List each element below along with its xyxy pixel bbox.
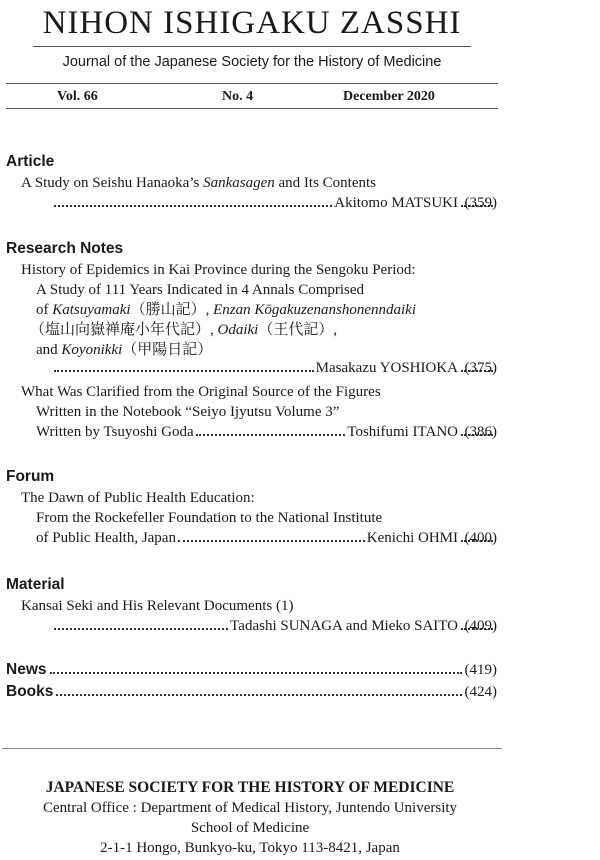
rn2-title-line3: Written by Tsuyoshi Goda	[36, 424, 194, 440]
section-heading-books: Books	[6, 683, 54, 700]
article-title-prefix: A Study on Seishu Hanaoka’s	[21, 175, 204, 191]
toc-entry-rn1	[52, 358, 496, 378]
rn1-line3-a: of	[36, 302, 53, 318]
rn1-line3-d: Enzan Kōgakuzenanshonenndaiki	[213, 302, 416, 318]
dot-leader	[54, 205, 332, 207]
section-heading-material: Material	[6, 576, 65, 593]
rn1-title-line5	[36, 340, 212, 360]
toc-entry-forum	[36, 528, 496, 548]
office-line1: Central Office : Department of Medical History, Juntendo University	[42, 800, 458, 816]
rn2-page: (386)	[464, 424, 497, 440]
rn1-title-line3	[36, 300, 416, 320]
title-rule	[33, 46, 471, 47]
dot-leader	[178, 540, 365, 542]
forum-title-line1: The Dawn of Public Health Education:	[21, 490, 255, 506]
society-name: JAPANESE SOCIETY FOR THE HISTORY OF MEDICINE	[45, 779, 455, 796]
issue-date: December 2020	[343, 89, 435, 104]
dot-leader	[56, 694, 461, 696]
article-title	[21, 173, 376, 193]
dot-leader	[196, 434, 346, 436]
forum-title-line3: of Public Health, Japan	[36, 530, 176, 546]
forum-title-line2: From the Rockefeller Foundation to the National Institute	[36, 510, 383, 526]
section-heading-article: Article	[6, 153, 55, 170]
issue-number: No. 4	[222, 89, 254, 104]
journal-title: NIHON ISHIGAKU ZASSHI	[42, 5, 462, 41]
article-author: Akitomo MATSUKI	[334, 195, 458, 211]
toc-entry-material	[52, 616, 496, 636]
material-page: (409)	[464, 618, 497, 634]
toc-entry-books	[6, 683, 497, 701]
material-author: Tadashi SUNAGA and Mieko SAITO	[230, 618, 458, 634]
rn2-title-line2: Written in the Notebook “Seiyo Ijyutsu Volume 3”	[36, 404, 340, 420]
issue-volume: Vol. 66	[57, 89, 98, 104]
books-page: (424)	[464, 684, 497, 700]
toc-entry-rn2	[36, 422, 496, 442]
rn2-title-line1: What Was Clarified from the Original Source of the Figures	[21, 384, 381, 400]
issue-rule-top	[6, 83, 498, 84]
rn1-line3-b: Katsuyamaki	[52, 302, 131, 318]
dot-leader	[50, 672, 462, 674]
rn1-page: (375)	[464, 360, 497, 376]
dot-leader	[54, 370, 314, 372]
rn1-title-line4	[30, 320, 337, 340]
rn1-title-line1: History of Epidemics in Kai Province during the Sengoku Period:	[21, 262, 416, 278]
rn1-line5-c: （甲陽日記）	[122, 342, 213, 358]
article-page: (359)	[464, 195, 497, 211]
article-title-suffix: and Its Contents	[274, 175, 376, 191]
article-title-italic: Sankasagen	[203, 175, 275, 191]
section-heading-forum: Forum	[6, 468, 55, 485]
rn2-author: Toshifumi ITANO	[347, 424, 458, 440]
section-heading-research-notes: Research Notes	[6, 240, 124, 257]
news-page: (419)	[464, 662, 497, 678]
rn1-line3-c: （勝山記）,	[130, 302, 214, 318]
toc-entry-news	[6, 661, 497, 679]
rn1-title-line2: A Study of 111 Years Indicated in 4 Annals Comprised	[36, 282, 365, 298]
dot-leader	[54, 628, 228, 630]
forum-page: (400)	[464, 530, 497, 546]
material-title: Kansai Seki and His Relevant Documents (1)	[21, 598, 294, 614]
rn1-line5-a: and	[36, 342, 62, 358]
office-line2: School of Medicine	[190, 820, 310, 836]
footer-rule	[2, 748, 502, 749]
rn1-line4-b: Odaiki	[217, 322, 259, 338]
rn1-line4-a: （塩山向嶽禅庵小年代記）,	[30, 322, 218, 338]
rn1-author: Masakazu YOSHIOKA	[315, 360, 458, 376]
rn1-line5-b: Koyonikki	[61, 342, 123, 358]
society-address: 2-1-1 Hongo, Bunkyo-ku, Tokyo 113-8421, Japan	[100, 840, 400, 856]
rn1-line4-c: （王代記）,	[258, 322, 338, 338]
masthead	[6, 6, 498, 40]
forum-author: Kenichi OHMI	[366, 530, 458, 546]
issue-rule-bottom	[6, 108, 498, 109]
section-heading-news: News	[6, 661, 47, 678]
toc-entry-article	[52, 193, 496, 213]
journal-subtitle: Journal of the Japanese Society for the History of Medicine	[62, 54, 442, 70]
